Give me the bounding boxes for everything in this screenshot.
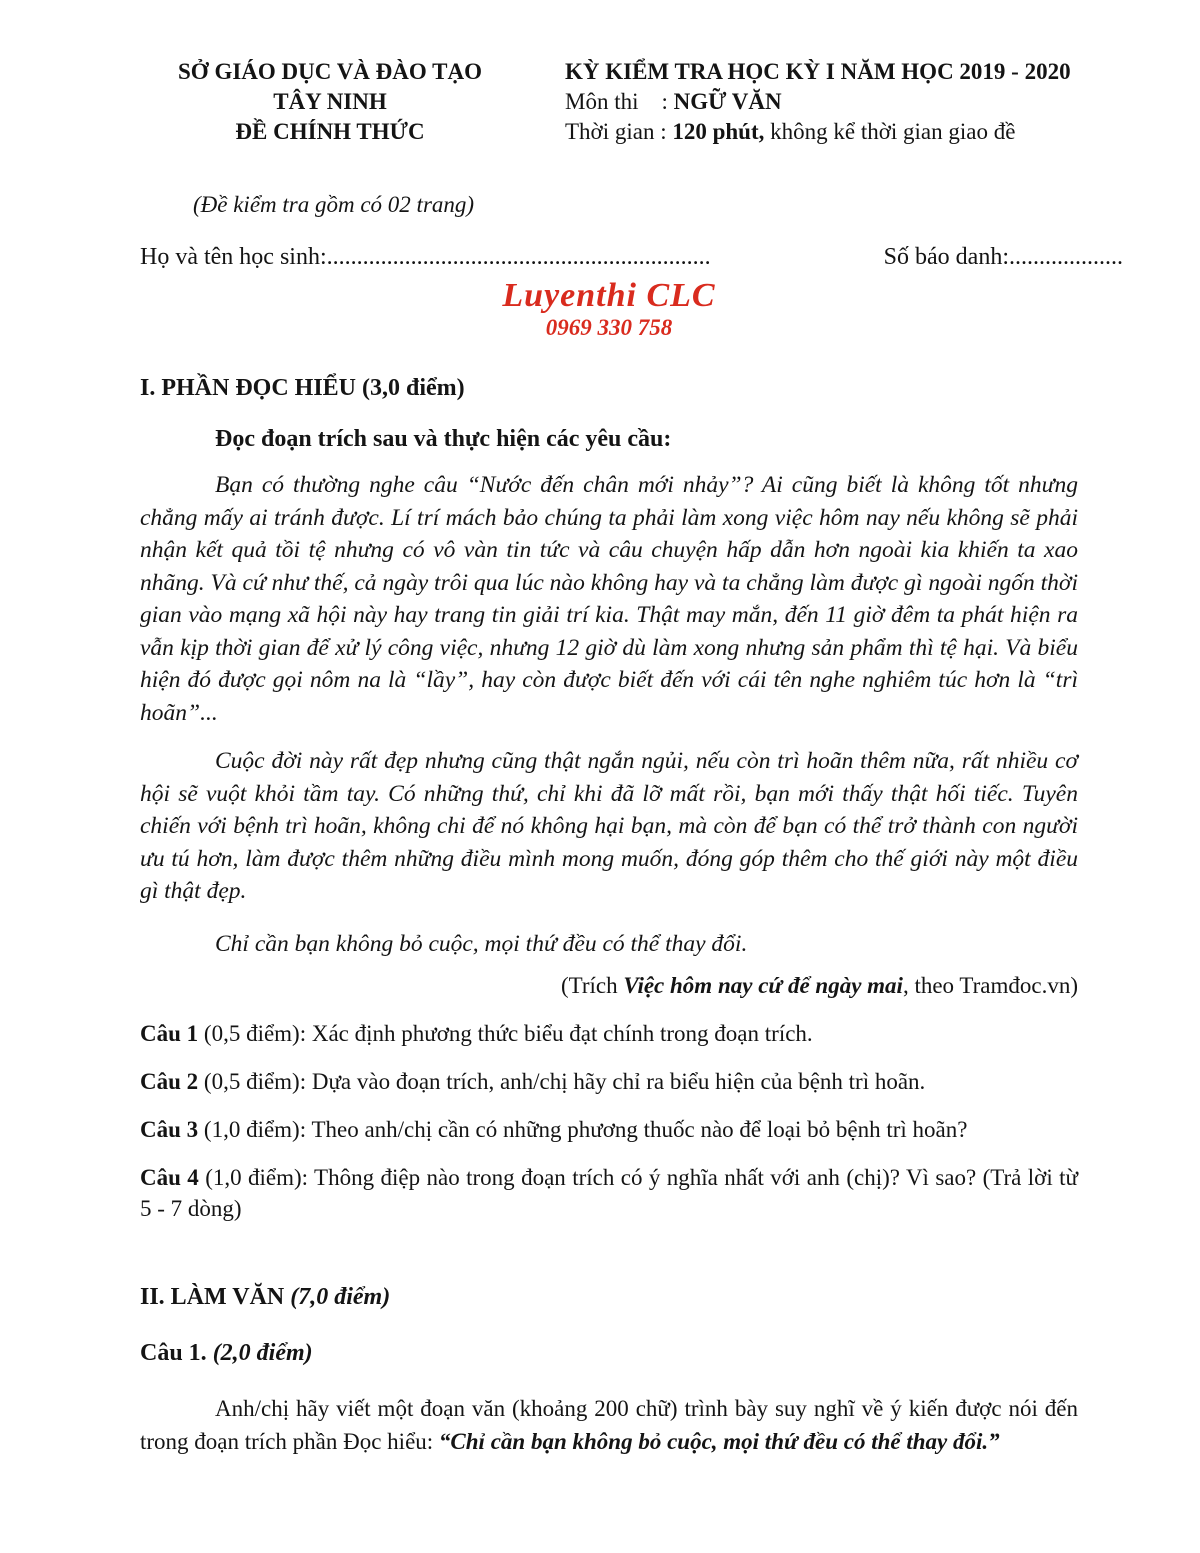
essay-prompt-text: Anh/chị hãy viết một đoạn văn (khoảng 200 chữ) trình bày suy nghĩ về ý kiến được nói đến trong đoạn trích phần Đọc hiểu: (140, 1396, 1084, 1454)
excerpt-paragraph-2: Cuộc đời này rất đẹp nhưng cũng thật ngắn ngủi, nếu còn trì hoãn thêm nữa, rất nhiều cơ hội sẽ vuột khỏi tầm tay. Có những thứ, chỉ khi đã lỡ mất rồi, bạn mới thấy thật hối tiếc. Tuyên chiến với bệnh trì hoãn, không chi để nó không hại bạn, mà còn để bạn có thể trở thành con người ưu tú hơn, làm được thêm những điều mình mong muốn, đóng góp thêm cho thế giới này một điều gì thật đẹp. (140, 748, 1078, 904)
page-count-note: (Đề kiểm tra gồm có 02 trang) (193, 192, 475, 217)
subject-line (565, 87, 1078, 117)
issuing-authority-block (140, 57, 520, 147)
logo-phone-number: 0969 330 758 (545, 315, 673, 340)
section-2-question-1-heading (140, 1338, 1078, 1368)
excerpt-attribution (140, 971, 1078, 1001)
exam-info-block (565, 57, 1078, 147)
subject-value: NGỮ VĂN (673, 89, 782, 114)
section-2-title-text: II. LÀM VĂN (140, 1284, 291, 1310)
section-2-question-1-points: (2,0 điểm) (212, 1340, 313, 1366)
attribution-suffix: , theo Tramđoc.vn) (902, 973, 1078, 998)
section-2-points: (7,0 điểm) (290, 1284, 391, 1310)
question-1-text: (0,5 điểm): Xác định phương thức biểu đạt chính trong đoạn trích. (198, 1021, 813, 1046)
question-4 (140, 1162, 1084, 1224)
exam-title: KỲ KIỂM TRA HỌC KỲ I NĂM HỌC 2019 - 2020 (565, 59, 1071, 84)
student-name-field: Họ và tên học sinh:................................................................ (140, 244, 711, 270)
reading-instruction: Đọc đoạn trích sau và thực hiện các yêu cầu: (215, 426, 672, 452)
section-2-question-1-label: Câu 1. (140, 1340, 213, 1366)
question-3 (140, 1114, 1078, 1145)
time-value: 120 phút, (672, 119, 765, 144)
candidate-info-row (140, 244, 1123, 271)
logo-title: Luyenthi CLC (502, 277, 716, 314)
attribution-source-title: Việc hôm nay cứ để ngày mai (623, 973, 903, 998)
question-3-label: Câu 3 (140, 1117, 199, 1142)
coaching-center-logo (140, 277, 1078, 341)
section-2-title (140, 1282, 1078, 1312)
authority-line-2: TÂY NINH (273, 89, 387, 114)
question-2-text: (0,5 điểm): Dựa vào đoạn trích, anh/chị hãy chỉ ra biểu hiện của bệnh trì hoãn. (198, 1069, 926, 1094)
question-4-label: Câu 4 (140, 1165, 199, 1190)
essay-prompt (140, 1392, 1084, 1458)
time-line (565, 117, 1078, 147)
time-label: Thời gian : (565, 119, 673, 144)
question-1-label: Câu 1 (140, 1021, 199, 1046)
time-note: không kể thời gian giao đề (764, 119, 1016, 144)
authority-line-1: SỞ GIÁO DỤC VÀ ĐÀO TẠO (178, 59, 482, 84)
question-4-text: (1,0 điểm): Thông điệp nào trong đoạn trích có ý nghĩa nhất với anh (chị)? Vì sao? (Trả lời từ 5 - 7 dòng) (140, 1165, 1084, 1221)
question-1 (140, 1018, 1078, 1049)
student-id-field: Số báo danh:................... (883, 244, 1123, 270)
attribution-prefix: (Trích (560, 973, 624, 998)
question-2 (140, 1066, 1078, 1097)
question-2-label: Câu 2 (140, 1069, 199, 1094)
question-3-text: (1,0 điểm): Theo anh/chị cần có những phương thuốc nào để loại bỏ bệnh trì hoãn? (198, 1117, 968, 1142)
official-exam-label: ĐỀ CHÍNH THỨC (235, 119, 425, 144)
excerpt-paragraph-1: Bạn có thường nghe câu “Nước đến chân mới nhảy”? Ai cũng biết là không tốt nhưng chẳng mấy ai tránh được. Lí trí mách bảo chúng ta phải làm xong việc hôm nay nếu không sẽ phải nhận kết quả tồi tệ nhưng có vô vàn tin tức và câu chuyện hấp dẫn hơn ngoài kia khiến ta xao nhãng. Và cứ như thế, cả ngày trôi qua lúc nào không hay và ta chẳng làm được gì ngoài ngốn thời gian vào mạng xã hội này hay trang tin giải trí kia. Thật may mắn, đến 11 giờ đêm ta phát hiện ra vẫn kịp thời gian để xử lý công việc, nhưng 12 giờ dù làm xong nhưng sản phẩm thì tệ hại. Và biểu hiện đó được gọi nôm na là “lầy”, hay còn được biết đến với cái tên nghe nghiêm túc hơn là “trì hoãn”... (140, 472, 1078, 726)
essay-prompt-quote: “Chỉ cần bạn không bỏ cuộc, mọi thứ đều có thể thay đổi.” (438, 1429, 1000, 1454)
section-1-title: I. PHẦN ĐỌC HIỂU (3,0 điểm) (140, 375, 465, 401)
exam-header (140, 57, 1078, 147)
subject-label: Môn thi : (565, 89, 674, 114)
excerpt-paragraph-3: Chỉ cần bạn không bỏ cuộc, mọi thứ đều có thể thay đổi. (215, 930, 748, 957)
